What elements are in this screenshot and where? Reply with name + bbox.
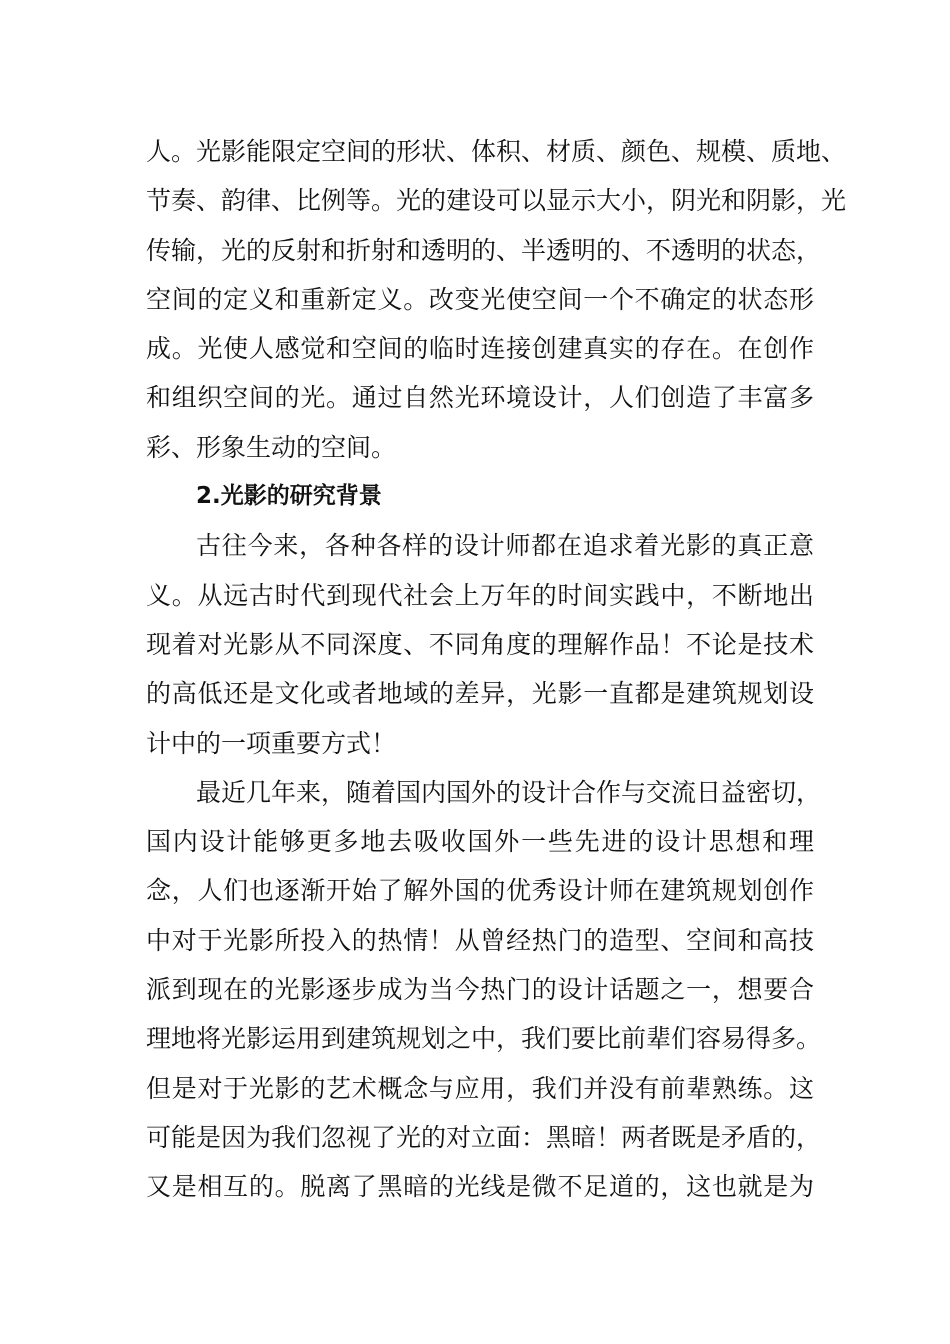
text-line: 空间的定义和重新定义。改变光使空间一个不确定的状态形 — [146, 284, 814, 314]
text-line: 中对于光影所投入的热情！从曾经热门的造型、空间和高技 — [146, 925, 814, 955]
text-line: 的高低还是文化或者地域的差异，光影一直都是建筑规划设 — [146, 679, 814, 709]
text-line: 义。从远古时代到现代社会上万年的时间实践中，不断地出 — [146, 580, 814, 610]
text-line: 现着对光影从不同深度、不同角度的理解作品！不论是技术 — [146, 629, 814, 659]
text-line: 和组织空间的光。通过自然光环境设计，人们创造了丰富多 — [146, 383, 814, 413]
text-line: 节奏、韵律、比例等。光的建设可以显示大小，阴光和阴影，光 — [146, 186, 847, 216]
paragraph-light-space — [146, 127, 847, 472]
text-line: 成。光使人感觉和空间的临时连接创建真实的存在。在创作 — [146, 334, 814, 364]
text-line: 计中的一项重要方式！ — [146, 728, 397, 758]
paragraph-research-background — [146, 521, 814, 767]
section-heading: 2.光影的研究背景 — [196, 483, 382, 510]
text-line: 但是对于光影的艺术概念与应用，我们并没有前辈熟练。这 — [146, 1073, 814, 1103]
text-line: 国内设计能够更多地去吸收国外一些先进的设计思想和理 — [146, 827, 814, 857]
text-line: 人。光影能限定空间的形状、体积、材质、颜色、规模、质地、 — [146, 137, 847, 166]
document-body — [146, 127, 847, 1212]
text-line: 念，人们也逐渐开始了解外国的优秀设计师在建筑规划创作 — [146, 876, 814, 906]
text-line: 可能是因为我们忽视了光的对立面：黑暗！两者既是矛盾的， — [146, 1122, 822, 1152]
text-line: 理地将光影运用到建筑规划之中，我们要比前辈们容易得多。 — [146, 1024, 822, 1054]
text-line: 最近几年来，随着国内国外的设计合作与交流日益密切， — [196, 777, 822, 807]
paragraph-recent-years — [146, 768, 822, 1212]
text-line: 古往今来，各种各样的设计师都在追求着光影的真正意 — [196, 531, 814, 561]
text-line: 传输，光的反射和折射和透明的、半透明的、不透明的状态， — [146, 235, 822, 265]
text-line: 彩、形象生动的空间。 — [146, 432, 397, 462]
text-line: 又是相互的。脱离了黑暗的光线是微不足道的，这也就是为 — [146, 1172, 814, 1202]
text-line: 派到现在的光影逐步成为当今热门的设计话题之一，想要合 — [146, 975, 814, 1005]
